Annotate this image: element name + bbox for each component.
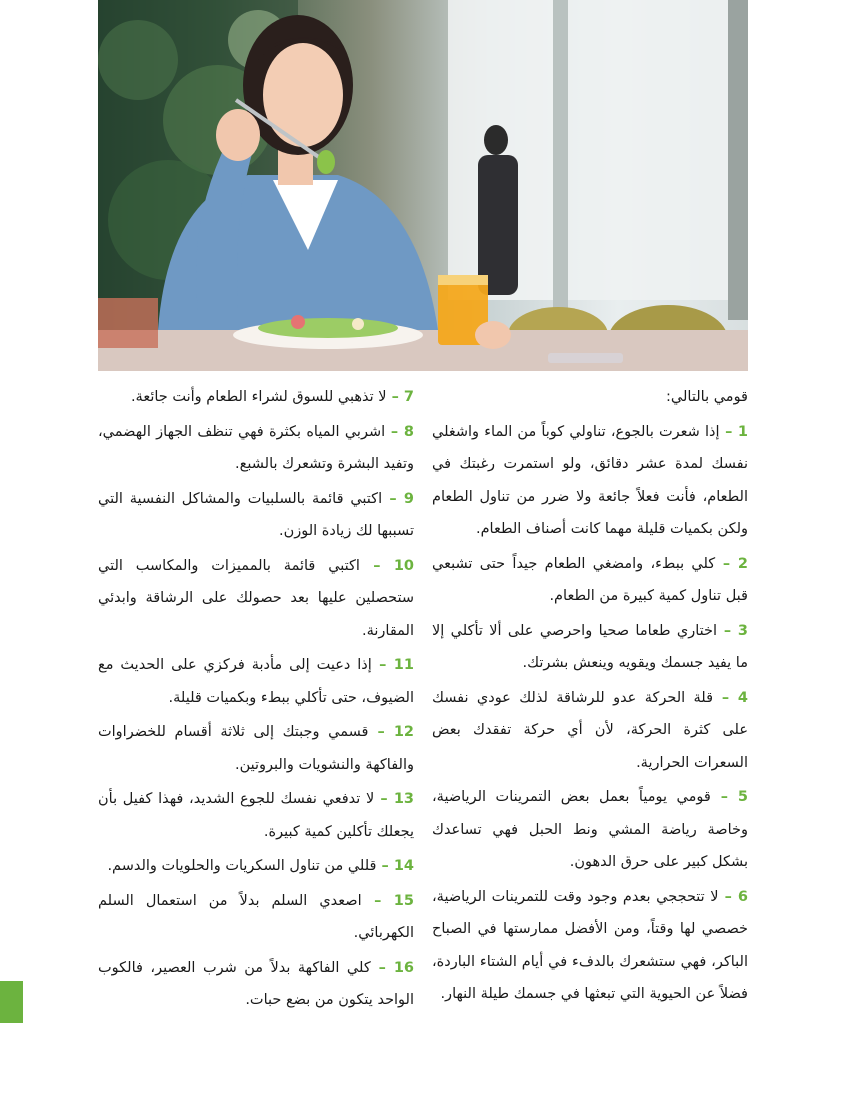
tip-item — [98, 550, 414, 648]
tip-item — [432, 881, 748, 1011]
tip-text: إذا دعيت إلى مأدبة فركزي على الحديث مع الضيوف، حتى تأكلي ببطء وبكميات قليلة. — [98, 657, 414, 706]
tip-text: لا تتحججي بعدم وجود وقت للتمرينات الرياضية، خصصي لها وقتاً، ومن الأفضل ممارستها في الصباح الباكر، فهي ستشعرك بالدفء في أيام الشتاء الباردة، فضلاً عن الحيوية التي تبعثها في جسمك طيلة النهار. — [432, 888, 748, 1002]
tip-item — [432, 682, 748, 780]
tip-item — [98, 952, 414, 1017]
intro-text: قومي بالتالي: — [666, 389, 748, 405]
tip-text: لا تدفعي نفسك للجوع الشديد، فهذا كفيل بأن يجعلك تأكلين كمية كبيرة. — [98, 791, 414, 840]
tip-separator: – — [370, 959, 394, 976]
photo-illustration — [98, 0, 748, 371]
tip-number: 10 — [393, 557, 414, 574]
tip-text: إذا شعرت بالجوع، تناولي كوباً من الماء واشغلي نفسك لمدة عشر دقائق، ولو استمرت رغبتك في الطعام، فأنت فعلاً جائعة ولا ضرر من تناول الطعام ولكن بكميات قليلة مهما كانت أصناف الطعام. — [432, 423, 748, 537]
right-column — [432, 381, 748, 1013]
tip-item — [98, 483, 414, 548]
page-edge-marker — [0, 981, 23, 1023]
tip-number: 16 — [393, 959, 414, 976]
tip-number: 4 — [737, 689, 748, 706]
tip-separator: – — [376, 858, 394, 874]
tip-text: قلة الحركة عدو للرشاقة لذلك عودي نفسك على كثرة الحركة، لأن أي حركة تفقدك بعض السعرات الحرارية. — [432, 689, 748, 771]
tip-item — [98, 381, 414, 414]
tip-item — [432, 781, 748, 879]
tip-number: 11 — [393, 657, 414, 673]
tip-separator: – — [371, 657, 394, 673]
tip-number: 15 — [393, 892, 414, 909]
left-column — [98, 381, 414, 1019]
tip-item — [98, 783, 414, 848]
tip-separator: – — [359, 557, 394, 574]
tip-text: اصعدي السلم بدلاً من استعمال السلم الكهربائي. — [98, 892, 414, 941]
tip-item — [98, 850, 414, 883]
tip-number: 14 — [393, 858, 414, 874]
tip-text: قومي يومياً بعمل بعض التمرينات الرياضية، وخاصة رياضة المشي ونط الحبل فهي تساعدك بشكل كبير على حرق الدهون. — [432, 789, 748, 870]
tip-item — [432, 548, 748, 613]
tip-number: 7 — [403, 389, 414, 405]
tip-text: قسمي وجبتك إلى ثلاثة أقسام للخضراوات والفاكهة والنشويات والبروتين. — [98, 724, 414, 773]
tip-text: اختاري طعاما صحيا واحرصي على ألا تأكلي إلا ما يفيد جسمك ويقويه وينعش بشرتك. — [432, 622, 748, 671]
tip-item — [432, 615, 748, 680]
tip-item — [98, 416, 414, 481]
tip-number: 3 — [737, 622, 748, 639]
tip-separator: – — [368, 724, 394, 740]
tip-text: قللي من تناول السكريات والحلويات والدسم. — [107, 858, 377, 874]
tip-text: اكتبي قائمة بالسلبيات والمشاكل النفسية التي تسببها لك زيادة الوزن. — [98, 490, 414, 539]
tip-item — [98, 649, 414, 714]
tip-separator: – — [710, 789, 738, 805]
tip-item — [432, 416, 748, 546]
tip-separator: – — [386, 389, 404, 405]
tip-separator: – — [385, 423, 404, 440]
tip-text: كلي الفاكهة بدلاً من شرب العصير، فالكوب الواحد يتكون من بضع حبات. — [98, 959, 414, 1008]
tip-text: كلي ببطء، وامضغي الطعام جيداً حتى تشبعي قبل تناول كمية كبيرة من الطعام. — [432, 555, 748, 604]
tip-separator: – — [715, 555, 738, 572]
tip-separator: – — [382, 490, 404, 507]
tip-separator: – — [361, 892, 394, 909]
tip-number: 6 — [737, 888, 748, 905]
tip-number: 13 — [393, 791, 414, 807]
tip-text: اشربي المياه بكثرة فهي تنظف الجهاز الهضمي، وتفيد البشرة وتشعرك بالشبع. — [98, 423, 414, 472]
tip-text: لا تذهبي للسوق لشراء الطعام وأنت جائعة. — [130, 389, 387, 405]
tip-separator: – — [717, 622, 738, 639]
tip-item — [98, 716, 414, 781]
tip-number: 8 — [403, 423, 414, 440]
tip-number: 5 — [737, 789, 748, 805]
tip-item — [98, 885, 414, 950]
tip-separator: – — [718, 888, 738, 905]
tip-number: 9 — [403, 490, 414, 507]
tip-text: اكتبي قائمة بالمميزات والمكاسب التي ستحصلين عليها بعد حصولك على الرشاقة وابدئي المقارنة. — [98, 557, 414, 639]
tip-number: 12 — [393, 724, 414, 740]
tip-number: 2 — [737, 555, 748, 572]
tip-separator: – — [713, 689, 738, 706]
tip-number: 1 — [737, 423, 748, 440]
tip-separator: – — [374, 791, 394, 807]
tip-separator: – — [719, 423, 738, 440]
hero-photo — [98, 0, 748, 371]
